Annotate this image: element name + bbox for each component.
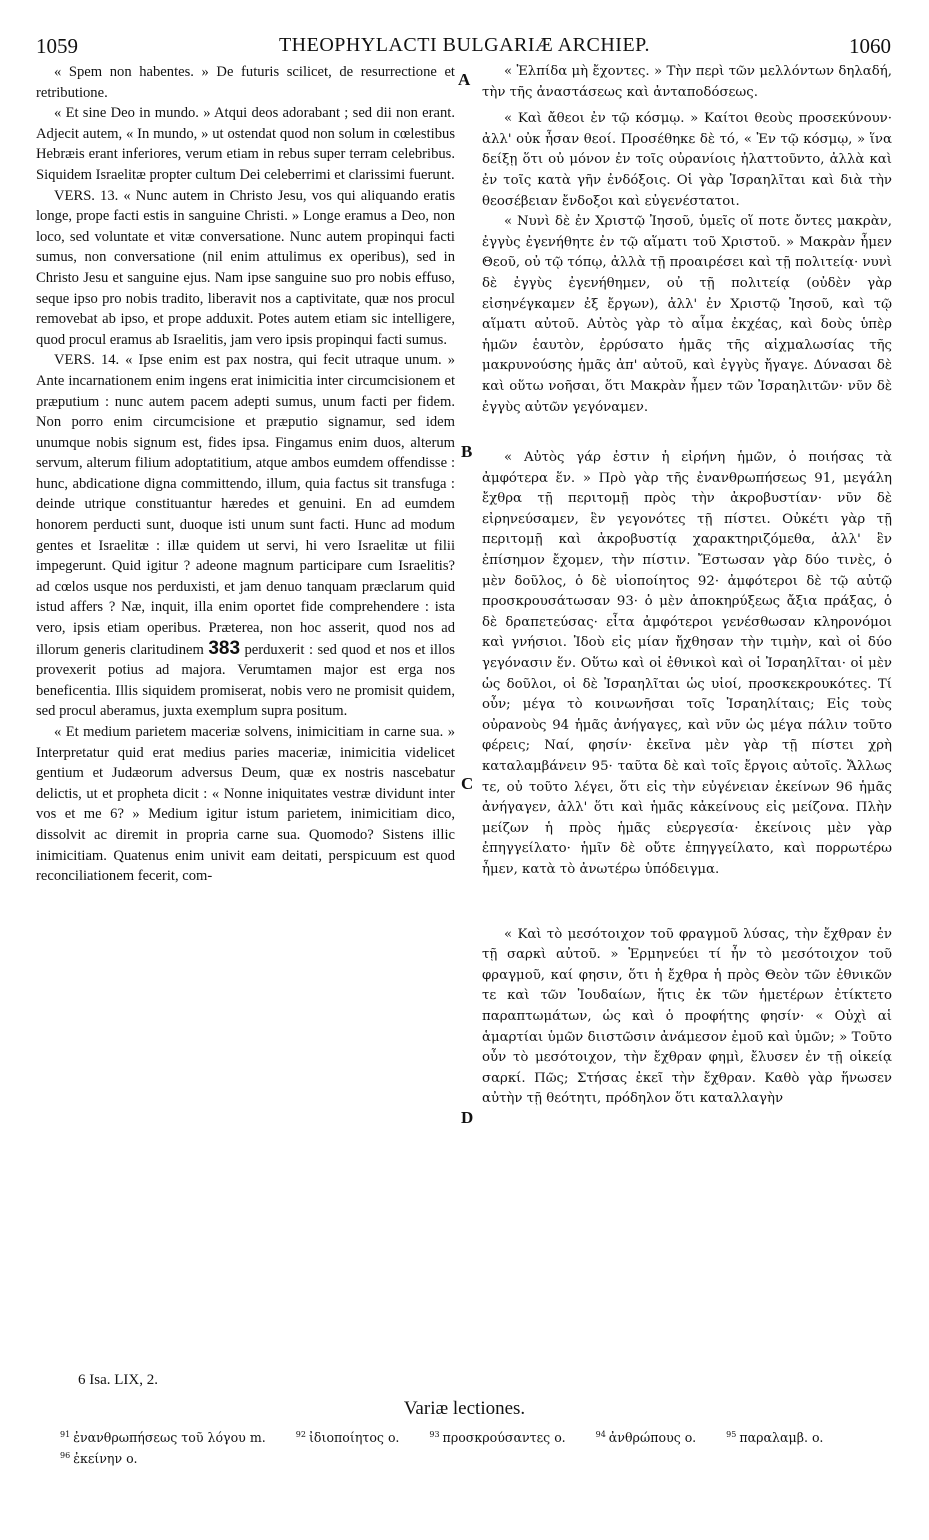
variant-text: ἐκείνην o.	[73, 1451, 138, 1467]
variant-text: παραλαμβ. o.	[739, 1430, 824, 1446]
variant-text: προσκρούσαντες o.	[442, 1430, 566, 1446]
variant-text: ἐνανθρωπήσεως τοῦ λόγου m.	[73, 1430, 266, 1446]
variant-reading	[429, 1430, 565, 1445]
variae-lectiones	[60, 1426, 900, 1468]
variant-reading	[726, 1430, 823, 1445]
page-number-left: 1059	[36, 34, 78, 58]
column-number: 383	[208, 637, 241, 659]
variant-text: ἀνθρώπους o.	[608, 1430, 697, 1446]
greek-paragraph-4: « Αὐτὸς γάρ ἐστιν ἡ εἰρήνη ἡμῶν, ὁ ποιήσας τὰ ἀμφότερα ἕν. » Πρὸ γὰρ τῆς ἐνανθρωπήσεως 91, μεγάλη ἔχθρα τῇ περιτομῇ πρὸς τὴν ἀκροβυστίαν· νῦν δὲ εἰρηνεύσαμεν, ἓν γεγονότες τῇ πίστει. Οὐκέτι γὰρ τῇ περιτομῇ καὶ ἀκροβυστίᾳ χαρακτηριζόμεθα, ἀλλ' ἓν ἐπίσημον ἔχομεν, τὴν πίστιν. Ἔστωσαν γὰρ δύο τινὲς, ὁ μὲν δοῦλος, ὁ δὲ υἱοποίητος 92· ἀμφότεροι δὲ τῷ αὐτῷ προσκρουσάτωσαν 93· ὁ μὲν ἀποκηρύξεως ἄξια πράξας, ὁ δὲ δραπετεύσας· εἶτα ἀμφότεροι γενέσθωσαν κληρονόμοι καὶ γνήσιοι. Ἰδοὺ εἰς μίαν ἤχθησαν τὴν τιμὴν, καὶ οἱ δύο γεγόνασιν ἕν. Οὕτω καὶ οἱ ἐθνικοὶ καὶ οἱ Ἰσραηλῖται· οἱ μὲν ὡς δοῦλοι, οἱ δὲ Ἰσραηλῖται ὡς υἱοί, προσκεκρουκότες. Τί οὖν; μέγα τὸ κοινωνῆσαι τοῖς Ἰσραηλίταις; Εἰς τοὺς οὐρανοὺς 94 ἡμᾶς ἀνήγαγες, καὶ νῦν ὡς μέγα πάλιν τοῦτο φέρεις; Ναί, φησίν· ἐκεῖνα μὲν γὰρ τῇ πίστει χρὴ καταλαμβάνειν 95· ταῦτα δὲ καὶ τοῖς ἔργοις αὐτοῖς. Ἄλλως τε, οὐ τοῦτο λέγει, ὅτι εἰς τὴν εὐγένειαν ἐκείνων 96 ἡμᾶς ἀνήγαγεν, ἀλλ' ὅτι καὶ ἡμᾶς κἀκείνους εἰς μείζονα. Πλὴν μείζων ἡ πρὸς ἡμᾶς εὐεργεσία· ἐκείνοις μὲν γὰρ ἐπηγγείλατο· ἡμῖν δὲ οὔτε ἐπηγγείλατο, καὶ πορρωτέρω ἦμεν, κατὰ τὸ ἀνωτέρω ὑπόδειγμα.	[482, 450, 892, 877]
page-header	[0, 34, 929, 58]
section-marker-d: D	[461, 1108, 474, 1127]
variant-number: 96	[60, 1451, 71, 1461]
greek-paragraph-3: « Νυνὶ δὲ ἐν Χριστῷ Ἰησοῦ, ὑμεῖς οἵ ποτε ὄντες μακρὰν, ἐγγὺς ἐγενήθητε ἐν τῷ αἵματι τοῦ Χριστοῦ. » Μακρὰν ἦμεν Θεοῦ, οὐ τῷ τόπῳ, ἀλλὰ τῇ προαιρέσει καὶ τῇ πολιτείᾳ· νυνὶ δὲ ἐγγὺς ἐγενήθημεν, οὐ τῇ πολιτείᾳ (οὐδὲν γὰρ εἰσηνέγκαμεν ἐξ ἔργων), ἀλλ' ἐν Χριστῷ Ἰησοῦ, καὶ τῷ αἵματι αὐτοῦ. Αὐτὸς γὰρ τὸ αἷμα ἐκχέας, καὶ δοὺς ὑπὲρ ἡμῶν ἑαυτὸν, ἐρρύσατο ἡμᾶς τῆς αἰχμαλωσίας τῆς μακρυνούσης ἡμᾶς ἀπ' αὐτοῦ, καὶ ἐγγὺς ἤγαγε. Δύνασαι δὲ καὶ οὕτω νοῆσαι, ὅτι Μακρὰν ἦμεν τῶν Ἰσραηλιτῶν· νῦν δὲ ἐγγὺς αὐτῶν γεγόναμεν.	[482, 214, 892, 415]
page-number-right: 1060	[849, 34, 891, 58]
variant-number: 91	[60, 1430, 71, 1439]
footnote: 6 Isa. LIX, 2.	[78, 1372, 158, 1388]
variae-lectiones-title: Variæ lectiones.	[403, 1398, 526, 1419]
variant-reading	[60, 1430, 266, 1445]
variant-reading	[296, 1430, 400, 1445]
variant-number: 92	[295, 1430, 306, 1439]
latin-paragraph-3: VERS. 13. « Nunc autem in Christo Jesu, vos qui aliquando eratis longe, prope facti estis in sanguine Christi. » Longe eramus a Deo, non loco, sed voluntate et vitæ conversatione. Nunc autem propinqui facti sumus, non conversatione (nil enim attulimus ex operibus), sed in Christo Jesu et sanguine ejus. Nam ipse sanguine suo pro nobis effuso, seque ipso pro nobis tradito, liberavit nos a captivitate, quæ nos procul removebat ab ipso, et prope adduxit. Potes autem etiam sic intelligere, quod procul eramus ab Israelitis, jam vero ipsis propinqui facti sumus.	[36, 187, 455, 348]
latin-paragraph-5: « Et medium parietem maceriæ solvens, inimicitiam in carne sua. » Interpretatur quid erat medius paries maceriæ, inimicitia videlicet gentium et Judæorum adversus Deum, quæ ex nostris nascebatur delictis, ut et propheta dicit : « Nonne iniquitates vestræ dividunt inter vos et me 6? » Medium igitur istum parietem, inimicitiam dico, dissolvit ac diremit in propria carne sua. Quomodo? Sistens illic inimicitiam. Quatenus enim univit eam deitati, perspicuum est quod reconciliationem fecerit, com-	[36, 724, 455, 885]
greek-paragraph-2: « Καὶ ἄθεοι ἐν τῷ κόσμῳ. » Καίτοι θεοὺς προσεκύνουν· ἀλλ' οὐκ ἦσαν θεοί. Προσέθηκε δὲ τό, « Ἐν τῷ κόσμῳ, » ἵνα δείξῃ ὅτι οὐ μόνον ἐν τοῖς οὐρανίοις ἠλαττοῦντο, ἀλλὰ καὶ ἐν τοῖς κατὰ γῆν ἐνδόξοις. Οἱ γὰρ Ἰσραηλῖται καὶ διὰ τὴν θεοσέβειαν ἔνδοξοι καὶ εὐγενέστατοι.	[482, 111, 892, 209]
latin-column	[36, 62, 455, 887]
greek-column	[482, 62, 892, 1110]
latin-paragraph-4-end: perduxerit : sed quod et nos et illos provexerit potius ad majora. Verumtamen major est erga nos beneficentia. Illis siquidem promiserat, nobis vero ne promisit quidem, sed procul aberamus, juxta exemplum supra positum.	[36, 641, 455, 720]
variant-reading	[60, 1451, 138, 1466]
greek-paragraph-1: « Ἐλπίδα μὴ ἔχοντες. » Τὴν περὶ τῶν μελλόντων δηλαδή, τὴν τῆς ἀναστάσεως καὶ ἀνταποδόσεως.	[482, 64, 892, 100]
variant-reading	[596, 1430, 697, 1445]
section-marker-a: A	[458, 70, 471, 89]
section-marker-b: B	[461, 442, 473, 461]
greek-paragraph-5: « Καὶ τὸ μεσότοιχον τοῦ φραγμοῦ λύσας, τὴν ἔχθραν ἐν τῇ σαρκὶ αὐτοῦ. » Ἑρμηνεύει τί ἦν τὸ μεσότοιχον τοῦ φραγμοῦ, καί φησιν, ὅτι ἡ ἔχθρα ἡ πρὸς Θεὸν τῶν ἐθνικῶν τε καὶ τῶν Ἰουδαίων, ἥτις ἐκ τῶν ἡμετέρων ἐτίκτετο παραπτωμάτων, ὡς καὶ ὁ προφήτης φησίν· « Οὐχὶ αἱ ἁμαρτίαι ὑμῶν διιστῶσιν ἀνάμεσον ἐμοῦ καὶ ὑμῶν; » Τοῦτο οὖν τὸ μεσότοιχον, τὴν ἔχθραν φημὶ, ἔλυσεν ἐν τῇ οἰκείᾳ σαρκί. Πῶς; Στήσας ἐκεῖ τὴν ἔχθραν. Καθὸ γὰρ ἥνωσεν αὐτὴν τῇ θεότητι, πρόδηλον ὅτι καταλλαγὴν	[482, 926, 892, 1107]
variant-text: ἰδιοποίητος o.	[308, 1430, 400, 1446]
running-title: THEOPHYLACTI BULGARIÆ ARCHIEP.	[278, 34, 651, 56]
latin-paragraph-1: « Spem non habentes. » De futuris scilicet, de resurrectione et retributione.	[36, 64, 455, 101]
variant-number: 93	[429, 1430, 440, 1439]
latin-paragraph-4-start: VERS. 14. « Ipse enim est pax nostra, qui fecit utraque unum. » Ante incarnationem enim ingens erat inimicitia inter circumcisionem et præputium : nunc autem pacem adepti sumus, unum facti per fidem. Non porro enim circumcisione et præputio signamur, sed idem unumque nobis signum est, fides ipsa. Fingamus enim duos, alterum servum, alterum filium adoptatitium, atque ambos eumdem offendisse : hunc, abdicatione digna committendo, illum, quia factus sit transfuga : deinde utrique constituantur hæredes et genuini. En ad eumdem honorem perducti sunt, duoque isti unum sunt facti. Hunc ad modum gentes et Israelitæ : illæ quidem ut servi, hi vero Israelitæ ut filii impegerunt. Quid igitur ? adeone magnum participare cum Israelitis? ad cœlos usque nos perduxisti, et jam denuo tanquam præclarum quid istud affers ? Næ, inquit, illa enim oportet fide comprehendere : ista vero, ipsis etiam operibus. Præterea, non hoc asserit, quod nos ad illorum generis claritudinem	[36, 352, 455, 658]
latin-paragraph-2: « Et sine Deo in mundo. » Atqui deos adorabant ; sed dii non erant. Adjecit autem, « In mundo, » ut ostendat quod non solum in cœlestibus Hebræis erant inferiores, verum etiam in rebus super terram celebribus. Siquidem Israelitæ propter cultum Dei celeberrimi et clarissimi fuerunt.	[36, 105, 455, 183]
section-marker-c: C	[461, 774, 474, 793]
latin-paragraph-4	[36, 350, 455, 722]
variant-number: 94	[595, 1430, 606, 1439]
variant-number: 95	[726, 1430, 737, 1439]
